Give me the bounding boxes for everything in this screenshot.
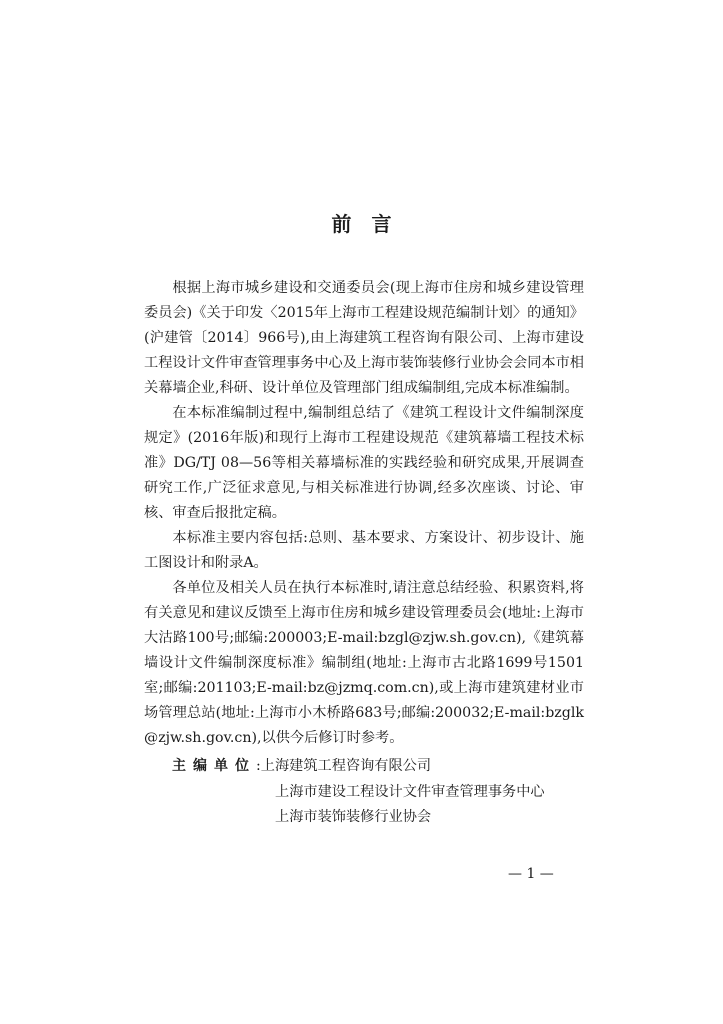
chief-editor-row — [144, 754, 584, 780]
chief-editor-unit-3: 上海市装饰装修行业协会 — [275, 809, 432, 825]
chief-editor-unit-1: 上海建筑工程咨询有限公司 — [260, 758, 432, 774]
page-number: — 1 — — [508, 866, 554, 882]
paragraph-process: 在本标准编制过程中,编制组总结了《建筑工程设计文件编制深度规定》(2016年版)和现行上海市工程建设规范《建筑幕墙工程技术标准》DG/TJ 08—56等相关幕墙标准的实践经验和研究成果,开展调查研究工作,广泛征求意见,与相关标准进行协调,经多次座谈、讨论、审核、审查后报批定稿。 — [144, 405, 584, 521]
preface-body — [144, 276, 584, 831]
chief-editor-units — [144, 754, 584, 831]
chief-editor-label: 主编单位 — [172, 758, 256, 774]
page-title: 前 言 — [331, 212, 392, 236]
paragraph-contents: 本标准主要内容包括:总则、基本要求、方案设计、初步设计、施工图设计和附录A。 — [144, 530, 584, 571]
paragraph-background: 根据上海市城乡建设和交通委员会(现上海市住房和城乡建设管理委员会)《关于印发〈2015年上海市工程建设规范编制计划〉的通知》(沪建管〔2014〕966号),由上海建筑工程咨询有限公司、上海市建设工程设计文件审查管理事务中心及上海市装饰装修行业协会会同本市相关幕墙企业,科研、设计单位及管理部门组成编制组,完成本标准编制。 — [144, 280, 584, 396]
chief-editor-colon: : — [256, 758, 261, 774]
chief-editor-unit-2: 上海市建设工程设计文件审查管理事务中心 — [275, 783, 545, 800]
paragraph-feedback: 各单位及相关人员在执行本标准时,请注意总结经验、积累资料,将有关意见和建议反馈至上海市住房和城乡建设管理委员会(地址:上海市大沽路100号;邮编:200003;E-mail:bzgl@zjw.sh.gov.cn),《建筑幕墙设计文件编制深度标准》编制组(地址:上海市古北路1699号1501室;邮编:201103;E-mail:bz@jzmq.com.cn),或上海市建筑建材业市场管理总站(地址:上海市小木桥路683号;邮编:200032;E-mail:bzglk@zjw.sh.gov.cn),以供今后修订时参考。 — [144, 580, 584, 746]
